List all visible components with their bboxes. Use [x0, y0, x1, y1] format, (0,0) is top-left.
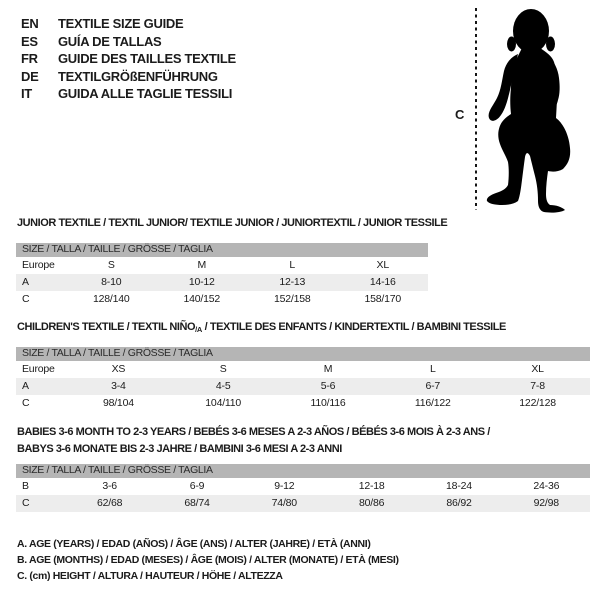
- table-cell: XS: [111, 363, 126, 375]
- row-label: Europe: [22, 259, 55, 271]
- table-cell: M: [323, 363, 333, 375]
- heading-text: / TEXTILE DES ENFANTS / KINDERTEXTIL / BAMBINI TESSILE: [202, 321, 506, 333]
- language-title: GUÍA DE TALLAS: [58, 33, 162, 49]
- table-cell: 116/122: [414, 397, 451, 409]
- table-cell: 68/74: [184, 497, 210, 509]
- language-code: IT: [21, 86, 32, 102]
- language-row-it: [21, 85, 236, 103]
- language-code: DE: [21, 68, 39, 84]
- footnotes: [17, 537, 399, 584]
- size-table-babies: [16, 464, 590, 512]
- size-table-children: [16, 347, 590, 412]
- row-label: A: [22, 380, 29, 392]
- row-label: Europe: [22, 363, 55, 375]
- table-cell: 86/92: [446, 497, 472, 509]
- table-cell: 12-18: [358, 480, 385, 492]
- table-cell: 10-12: [188, 276, 215, 288]
- language-title: TEXTILE SIZE GUIDE: [58, 16, 184, 32]
- language-legend: [21, 15, 236, 103]
- table-cell: S: [107, 259, 115, 271]
- table-cell: 3-6: [102, 480, 117, 492]
- table-cell: 92/98: [533, 497, 559, 509]
- heading-text: CHILDREN'S TEXTILE / TEXTIL NIÑO: [17, 321, 196, 333]
- table-cell: S: [219, 363, 227, 375]
- language-row-de: [21, 68, 236, 86]
- table-cell: 6-7: [425, 380, 441, 392]
- table-cell: 140/152: [183, 293, 221, 305]
- table-cell: XL: [531, 363, 544, 375]
- table-cell: 5-6: [320, 380, 336, 392]
- language-row-fr: [21, 50, 236, 68]
- table-cell: 158/170: [364, 293, 402, 305]
- size-header-row: SIZE / TALLA / TAILLE / GRÖSSE / TAGLIA: [16, 243, 428, 257]
- table-row-height: [16, 291, 428, 308]
- table-row-europe: [16, 257, 428, 274]
- language-code: ES: [21, 33, 38, 49]
- table-cell: 62/68: [97, 497, 123, 509]
- table-row-europe: [16, 361, 590, 378]
- table-cell: L: [289, 259, 296, 271]
- footnote-b: B. AGE (MONTHS) / EDAD (MESES) / ÂGE (MOIS) / ALTER (MONATE) / ETÀ (MESI): [17, 553, 399, 566]
- language-code: EN: [21, 16, 39, 32]
- table-cell: 6-9: [189, 480, 205, 492]
- heading-subscript: /A: [195, 325, 202, 334]
- table-cell: 74/80: [271, 497, 297, 509]
- table-row-age: [16, 274, 428, 291]
- table-cell: 7-8: [530, 380, 545, 392]
- table-cell: 152/158: [273, 293, 311, 305]
- table-cell: 122/128: [519, 397, 556, 409]
- row-label: C: [22, 293, 30, 305]
- table-cell: XL: [376, 259, 389, 271]
- table-row-age-months: [16, 478, 590, 495]
- table-row-age: [16, 378, 590, 395]
- language-row-es: [21, 33, 236, 51]
- row-label: C: [22, 497, 30, 509]
- table-row-height: [16, 495, 590, 512]
- language-title: GUIDE DES TAILLES TEXTILE: [58, 51, 236, 67]
- language-code: FR: [21, 51, 38, 67]
- toddler-silhouette-icon: [480, 0, 600, 220]
- height-measure-line: [475, 8, 477, 210]
- size-header-row: SIZE / TALLA / TAILLE / GRÖSSE / TAGLIA: [16, 464, 590, 478]
- size-header-row: SIZE / TALLA / TAILLE / GRÖSSE / TAGLIA: [16, 347, 590, 361]
- table-cell: 104/110: [205, 397, 242, 409]
- language-title: GUIDA ALLE TAGLIE TESSILI: [58, 86, 233, 102]
- babies-section-heading-line1: BABIES 3-6 MONTH TO 2-3 YEARS / BEBÉS 3-6 MESES A 2-3 AÑOS / BÉBÉS 3-6 MOIS À 2-3 ANS /: [17, 426, 490, 438]
- children-section-heading: [17, 321, 506, 336]
- table-cell: 4-5: [215, 380, 231, 392]
- language-row-en: [21, 15, 236, 33]
- table-cell: 80/86: [359, 497, 385, 509]
- table-cell: 110/116: [310, 397, 346, 409]
- table-cell: 8-10: [101, 276, 122, 288]
- table-cell: 128/140: [92, 293, 130, 305]
- table-cell: M: [197, 259, 207, 271]
- junior-section-heading: JUNIOR TEXTILE / TEXTIL JUNIOR/ TEXTILE JUNIOR / JUNIORTEXTIL / JUNIOR TESSILE: [17, 217, 448, 229]
- language-title: TEXTILGRÖßENFÜHRUNG: [58, 68, 218, 84]
- table-cell: 18-24: [446, 480, 472, 492]
- footnote-c: C. (cm) HEIGHT / ALTURA / HAUTEUR / HÖHE / ALTEZZA: [17, 569, 283, 582]
- height-measure-label: C: [455, 107, 465, 122]
- table-cell: 14-16: [369, 276, 396, 288]
- footnote-a: A. AGE (YEARS) / EDAD (AÑOS) / ÂGE (ANS) / ALTER (JAHRE) / ETÀ (ANNI): [17, 538, 371, 550]
- size-table-junior: [16, 243, 428, 308]
- table-cell: 12-13: [279, 276, 306, 288]
- row-label: A: [22, 276, 29, 288]
- row-label: B: [22, 480, 29, 492]
- table-cell: 24-36: [533, 480, 560, 492]
- row-label: C: [22, 397, 30, 409]
- table-cell: 3-4: [111, 380, 126, 392]
- table-cell: 98/104: [102, 397, 134, 409]
- table-cell: 9-12: [274, 480, 295, 492]
- table-row-height: [16, 395, 590, 412]
- table-cell: L: [429, 363, 436, 375]
- babies-section-heading-line2: BABYS 3-6 MONATE BIS 2-3 JAHRE / BAMBINI 3-6 MESI A 2-3 ANNI: [17, 443, 342, 455]
